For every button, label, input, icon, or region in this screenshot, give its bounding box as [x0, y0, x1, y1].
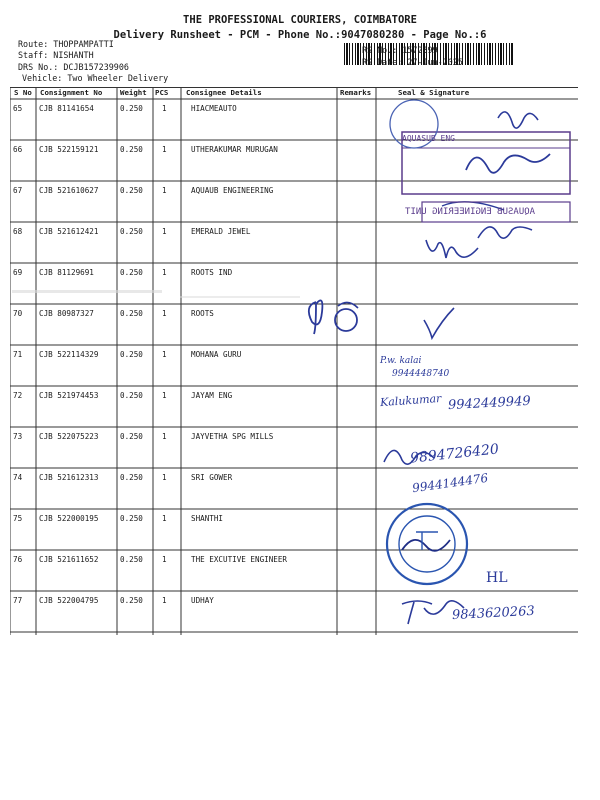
row-sno: 66 — [13, 145, 23, 154]
row-weight: 0.250 — [120, 473, 143, 482]
row-pcs: 1 — [162, 555, 167, 564]
rs-date: RS Date: 27-Jun-2025 — [362, 57, 463, 67]
row-weight: 0.250 — [120, 268, 143, 277]
row-consignee: JAYVETHA SPG MILLS — [191, 432, 274, 441]
row-weight: 0.250 — [120, 104, 143, 113]
row-consignee: AQUAUB ENGINEERING — [191, 186, 274, 195]
row-consignee: UTHERAKUMAR MURUGAN — [191, 145, 278, 154]
row-pcs: 1 — [162, 227, 167, 236]
row-consignee: MOHANA GURU — [191, 350, 242, 359]
row-consignment-no: CJB 81129691 — [39, 268, 94, 277]
header-pcs: PCS — [155, 88, 169, 97]
route-label: Route: THOPPAMPATTI — [18, 39, 114, 49]
row-weight: 0.250 — [120, 350, 143, 359]
row-consignee: SHANTHI — [191, 514, 224, 523]
handwritten-phone-77: 9843620263 — [451, 603, 536, 624]
row-pcs: 1 — [162, 432, 167, 441]
rs-number: RS No.: 1572399 — [362, 45, 438, 55]
row-consignment-no: CJB 522075223 — [39, 432, 99, 441]
row-consignment-no: CJB 80987327 — [39, 309, 94, 318]
row-pcs: 1 — [162, 473, 167, 482]
table-row — [10, 222, 578, 263]
header-consignee: Consignee Details — [186, 88, 262, 97]
scan-noise — [12, 290, 162, 293]
row-consignment-no: CJB 522000195 — [39, 514, 99, 523]
row-consignee: ROOTS — [191, 309, 214, 318]
row-consignee: THE EXCUTIVE ENGINEER — [191, 555, 288, 564]
row-sno: 69 — [13, 268, 23, 277]
vehicle-label: Vehicle: Two Wheeler Delivery — [22, 73, 169, 83]
row-pcs: 1 — [162, 596, 167, 605]
row-pcs: 1 — [162, 391, 167, 400]
table-row — [10, 99, 578, 140]
row-pcs: 1 — [162, 186, 167, 195]
row-sno: 70 — [13, 309, 23, 318]
row-consignment-no: CJB 522159121 — [39, 145, 99, 154]
row-sno: 71 — [13, 350, 23, 359]
row-sno: 76 — [13, 555, 23, 564]
row-weight: 0.250 — [120, 555, 143, 564]
table-row — [10, 345, 578, 386]
staff-label: Staff: NISHANTH — [18, 50, 94, 60]
row-sno: 68 — [13, 227, 23, 236]
row-consignee: EMERALD JEWEL — [191, 227, 251, 236]
handwritten-phone-71: 9944448740 — [392, 369, 450, 379]
header-weight: Weight — [120, 88, 147, 97]
header-consignment: Consignment No — [40, 88, 103, 97]
row-consignment-no: CJB 81141654 — [39, 104, 94, 113]
row-sno: 67 — [13, 186, 23, 195]
row-pcs: 1 — [162, 268, 167, 277]
row-consignee: SRI GOWER — [191, 473, 233, 482]
row-consignment-no: CJB 521612421 — [39, 227, 99, 236]
row-consignment-no: CJB 521612313 — [39, 473, 99, 482]
scan-noise — [180, 296, 300, 298]
row-pcs: 1 — [162, 350, 167, 359]
row-sno: 73 — [13, 432, 23, 441]
row-sno: 75 — [13, 514, 23, 523]
drs-label: DRS No.: DCJB157239906 — [18, 62, 129, 72]
row-weight: 0.250 — [120, 514, 143, 523]
handwritten-name-71: P.w. kalai — [380, 356, 422, 366]
row-sno: 72 — [13, 391, 23, 400]
table-row — [10, 468, 578, 509]
row-sno: 77 — [13, 596, 23, 605]
row-consignee: ROOTS IND — [191, 268, 233, 277]
header-sno: S No — [14, 88, 32, 97]
handwritten-name-72: Kalukumar — [379, 391, 442, 410]
row-sno: 74 — [13, 473, 23, 482]
table-row — [10, 509, 578, 550]
row-weight: 0.250 — [120, 596, 143, 605]
row-consignment-no: CJB 521974453 — [39, 391, 99, 400]
handwritten-phone-73: 9894726420 — [409, 441, 500, 467]
handwritten-phone-72: 9942449949 — [447, 393, 532, 414]
document-title: THE PROFESSIONAL COURIERS, COIMBATORE — [183, 14, 417, 26]
row-consignment-no: CJB 522114329 — [39, 350, 99, 359]
row-sno: 65 — [13, 104, 23, 113]
row-weight: 0.250 — [120, 186, 143, 195]
table-row — [10, 304, 578, 345]
row-weight: 0.250 — [120, 309, 143, 318]
row-pcs: 1 — [162, 309, 167, 318]
row-weight: 0.250 — [120, 391, 143, 400]
handwritten-note-76: HL — [486, 570, 508, 586]
header-remarks: Remarks — [340, 88, 372, 97]
row-pcs: 1 — [162, 514, 167, 523]
row-consignee: JAYAM ENG — [191, 391, 233, 400]
aquasub-mirror-stamp: AQUASUB ENGINEERING UNIT — [405, 207, 536, 217]
row-consignment-no: CJB 521610627 — [39, 186, 99, 195]
row-weight: 0.250 — [120, 432, 143, 441]
row-pcs: 1 — [162, 145, 167, 154]
document-subtitle: Delivery Runsheet - PCM - Phone No.:9047080280 - Page No.:6 — [113, 29, 487, 41]
aquasub-stamp-text: AQUASUB ENG — [402, 134, 455, 143]
row-pcs: 1 — [162, 104, 167, 113]
table-row — [10, 140, 578, 181]
row-consignment-no: CJB 521611652 — [39, 555, 99, 564]
row-consignment-no: CJB 522004795 — [39, 596, 99, 605]
row-weight: 0.250 — [120, 227, 143, 236]
handwritten-phone-74: 9944144476 — [411, 470, 489, 496]
row-consignee: HIACMEAUTO — [191, 104, 237, 113]
row-consignee: UDHAY — [191, 596, 214, 605]
header-signature: Seal & Signature — [398, 88, 470, 97]
row-weight: 0.250 — [120, 145, 143, 154]
